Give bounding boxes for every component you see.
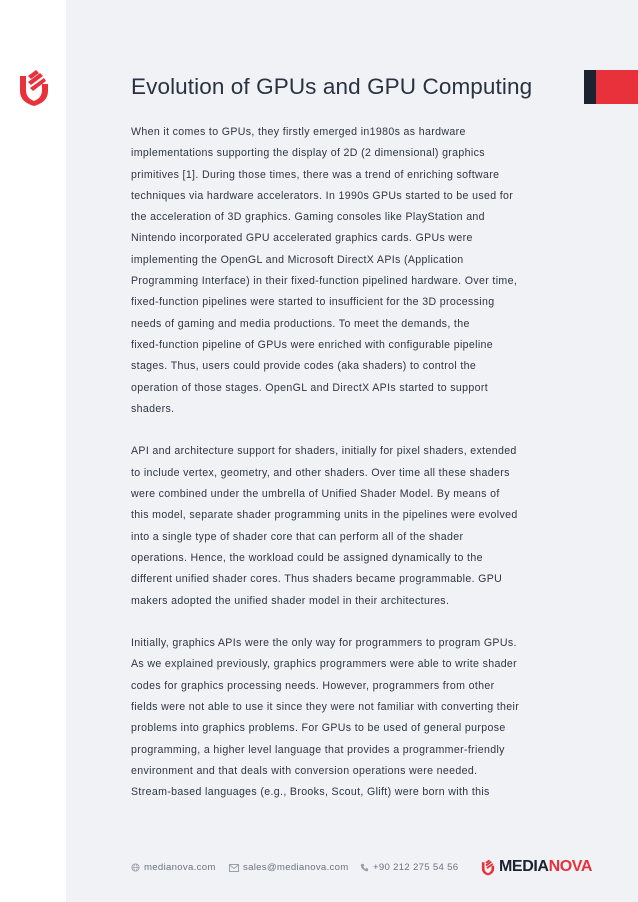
text-line: Programming Interface) in their fixed-function pipelined hardware. Over time, <box>131 275 518 288</box>
footer-phone[interactable] <box>360 862 458 873</box>
text-line: needs of gaming and media productions. To meet the demands, the <box>131 317 470 330</box>
brand-wordmark <box>499 858 592 876</box>
globe-icon <box>131 863 140 872</box>
mail-icon <box>229 864 239 872</box>
footer <box>131 858 601 878</box>
text-line: problems into graphics problems. For GPUs to be used of general purpose <box>131 722 506 735</box>
text-line: fixed-function pipelines were started to insufficient for the 3D processing <box>131 296 495 309</box>
text-line: codes for graphics processing needs. However, programmers from other <box>131 679 495 692</box>
medianova-logo-icon <box>18 70 50 106</box>
text-line: programming, a higher level language that provides a programmer-friendly <box>131 743 505 756</box>
text-line: were combined under the umbrella of Unified Shader Model. By means of <box>131 488 500 501</box>
text-line: makers adopted the unified shader model in their architectures. <box>131 594 450 607</box>
document-body <box>131 122 551 825</box>
text-line: the acceleration of 3D graphics. Gaming consoles like PlayStation and <box>131 211 485 224</box>
footer-website-text: medianova.com <box>144 862 216 873</box>
paragraph <box>131 441 551 611</box>
text-line: operations. Hence, the workload could be assigned dynamically to the <box>131 551 483 564</box>
paragraph <box>131 633 551 803</box>
text-line: operation of those stages. OpenGL and DirectX APIs started to support <box>131 381 489 394</box>
footer-brand-logo <box>481 858 592 876</box>
text-line: Stream-based languages (e.g., Brooks, Scout, Glift) were born with this <box>131 786 490 799</box>
text-line: When it comes to GPUs, they firstly emerged in1980s as hardware <box>131 126 466 138</box>
footer-phone-text: +90 212 275 54 56 <box>373 862 459 873</box>
page-title: Evolution of GPUs and GPU Computing <box>131 74 533 99</box>
accent-red-block <box>596 70 638 104</box>
footer-email-text: sales@medianova.com <box>243 862 349 873</box>
text-line: implementations supporting the display of 2D (2 dimensional) graphics <box>131 147 485 160</box>
brand-nova-text: NOVA <box>548 858 593 875</box>
brand-media-text: MEDIA <box>499 858 549 875</box>
text-line: environment and that deals with conversion operations were needed. <box>131 764 478 777</box>
accent-dark-block <box>584 70 596 104</box>
footer-website[interactable] <box>131 862 216 873</box>
text-line: implementing the OpenGL and Microsoft DirectX APIs (Application <box>131 253 464 266</box>
text-line: fixed-function pipeline of GPUs were enriched with configurable pipeline <box>131 338 494 351</box>
text-line: As we explained previously, graphics programmers were able to write shader <box>131 658 518 671</box>
text-line: to include vertex, geometry, and other shaders. Over time all these shaders <box>131 466 510 479</box>
paragraph <box>131 122 551 420</box>
phone-icon <box>360 863 369 872</box>
text-line: Initially, graphics APIs were the only way for programmers to program GPUs. <box>131 637 517 650</box>
text-line: fields were not able to use it since they were not familiar with converting their <box>131 701 520 714</box>
text-line: API and architecture support for shaders, initially for pixel shaders, extended <box>131 445 517 458</box>
text-line: into a single type of shader core that can perform all of the shader <box>131 530 464 543</box>
text-line: techniques via hardware accelerators. In 1990s GPUs started to be used for <box>131 189 514 202</box>
text-line: different unified shader cores. Thus shaders became programmable. GPU <box>131 573 503 586</box>
footer-email[interactable] <box>229 862 349 873</box>
header-accent-bar <box>584 70 638 104</box>
text-line: Nintendo incorporated GPU accelerated graphics cards. GPUs were <box>131 232 473 245</box>
text-line: this model, separate shader programming units in the pipelines were evolved <box>131 509 518 522</box>
medianova-logo-icon <box>481 859 495 876</box>
text-line: shaders. <box>131 402 175 415</box>
left-margin <box>0 0 66 902</box>
text-line: stages. Thus, users could provide codes (aka shaders) to control the <box>131 360 477 373</box>
text-line: primitives [1]. During those times, there was a trend of enriching software <box>131 168 500 181</box>
